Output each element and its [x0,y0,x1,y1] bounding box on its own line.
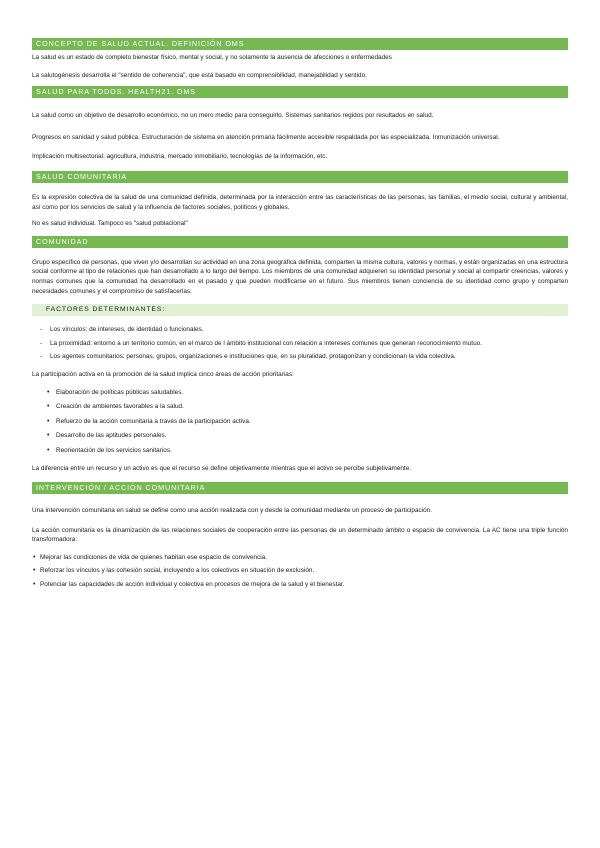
paragraph: Una intervención comunitaria en salud se define como una acción realizada con y desde la comunidad mediante un proceso de participación. [32,507,433,515]
factors-list [32,325,568,362]
section-heading-comunidad: COMUNIDAD [32,236,568,248]
section-heading-salud-para-todos: SALUD PARA TODOS. HEALTH21. OMS [32,86,568,98]
subsection-heading-factores-determinantes: FACTORES DETERMINANTES: [32,304,568,316]
section-heading-concepto-salud: CONCEPTO DE SALUD ACTUAL. DEFINICIÓN OMS [32,38,568,50]
paragraph: La salutogénesis desarrolla el "sentido de coherencia", que está basado en comprensibilidad, manejabilidad y sentido. [32,71,367,79]
paragraph: La diferencia entre un recurso y un activo es que el recurso se define objetivamente mientras que el activo se percibe subjetivamente. [32,465,412,473]
list-item: - Los agentes comunitarios: personas, grupos, organizaciones e instituciones que, en su pluralidad, protagonizan y condicionan la vida colectiva. [32,352,568,362]
section-heading-salud-comunitaria: SALUD COMUNITARIA [32,171,568,183]
list-item: • Potenciar las capacidades de acción individual y colectiva en procesos de mejora de la salud y el bienestar. [32,580,568,590]
priority-areas-list [32,388,568,456]
paragraph: Implicación multisectorial: agricultura, industria, mercado inmobiliario, tecnologías de la información, etc. [32,153,328,161]
paragraph: La salud es un estado de completo bienestar físico, mental y social, y no solamente la ausencia de afecciones o enfermedades [32,54,392,61]
paragraph: La acción comunitaria es la dinamización de las relaciones sociales de cooperación entre las personas de un determinado ámbito o espacio de convivencia. La AC tiene una triple función transformadora: [32,526,568,544]
list-item: • Elaboración de políticas públicas saludables. [32,388,568,398]
paragraph: Progresos en sanidad y salud pública. Estructuración de sistema en atención primaria fácilmente accesible respaldada por las especializada. Inmunización universal. [32,133,500,141]
section-heading-intervencion-comunitaria: INTERVENCIÓN / ACCIÓN COMUNITARIA [32,482,568,494]
list-item: • Creación de ambientes favorables a la salud. [32,402,568,412]
paragraph: Grupo específico de personas, que viven y/o desarrollan su actividad en una zona geográfica definida, comparten la misma cultura, valores y normas, y están organizadas en una estructura social conforme al tipo de relaciones que han desarrollado a lo largo del tiempo. Los miembros de una comunidad adquieren su identidad personal y social al compartir creencias, valores y normas comunes que la comunidad ha desarrollado en el pasado y que pueden modificarse en el futuro. Sus miembros tienen conciencia de su identidad como grupo y comparten necesidades comunes y el compromiso de satisfacerlas. [32,258,568,295]
paragraph: La salud como un objetivo de desarrollo económico, no un mero medio para conseguirlo. Sistemas sanitarios regidos por resultados en salud. [32,112,434,120]
list-item: • Desarrollo de las aptitudes personales. [32,431,568,441]
list-item: • Mejorar las condiciones de vida de quienes habitan ese espacio de convivencia. [32,553,568,563]
list-item: • Reorientación de los servicios sanitarios. [32,446,568,456]
list-item: • Reforzar los vínculos y las cohesión social, incluyendo a los colectivos en situación de exclusión. [32,566,568,576]
transformative-functions-list [32,553,568,590]
list-item: • Refuerzo de la acción comunitaria a través de la participación activa. [32,417,568,427]
document-page [32,38,568,590]
paragraph: Es la expresión colectiva de la salud de una comunidad definida, determinada por la interacción entre las características de las personas, las familias, el medio social, cultural y ambiental, así como por los servicios de salud y la influencia de factores sociales, políticos y globales. [32,193,568,211]
list-item: - La proximidad: entorno a un territorio común, en el marco de l ámbito institucional con relación a intereses comunes que generan reconocimiento mutuo. [32,339,568,349]
paragraph: La participación activa en la promoción de la salud implica cinco áreas de acción prioritarias: [32,370,294,378]
list-item: - Los vínculos: de intereses, de identidad o funcionales. [32,325,568,335]
paragraph: No es salud individual. Tampoco es "salud poblacional" [32,220,188,228]
